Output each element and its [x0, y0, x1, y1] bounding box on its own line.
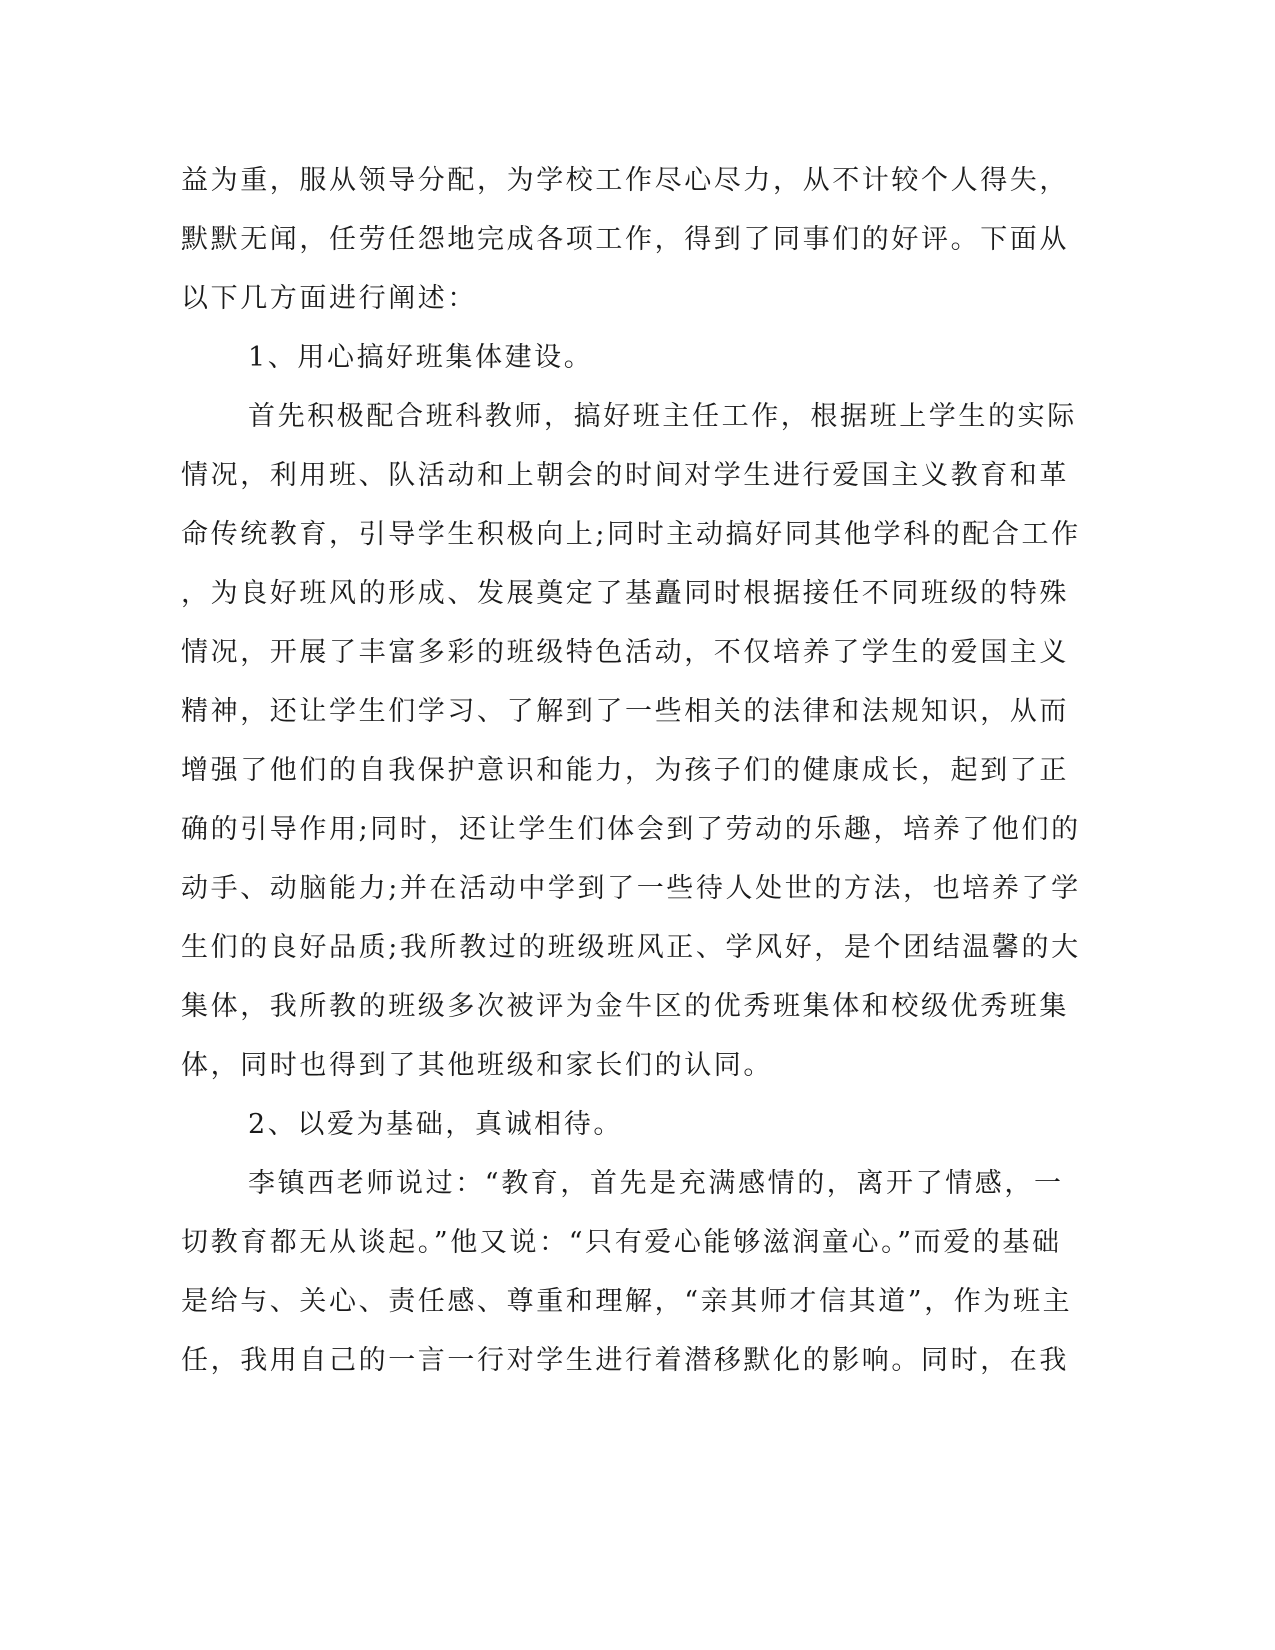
text-line: [0, 740, 1275, 802]
text-line-content: 情况，开展了丰富多彩的班级特色活动，不仅培养了学生的爱国主义: [181, 637, 1069, 668]
text-line: [0, 976, 1275, 1038]
text-line-content: ，为良好班风的形成、发展奠定了基矗同时根据接任不同班级的特殊: [181, 578, 1069, 609]
section-heading-text: 1、用心搞好班集体建设。: [248, 342, 594, 373]
text-line-content: 任，我用自己的一言一行对学生进行着潜移默化的影响。同时，在我: [181, 1345, 1069, 1376]
text-line-content: 情况，利用班、队活动和上朝会的时间对学生进行爱国主义教育和革: [181, 460, 1069, 491]
text-line-content: 益为重，服从领导分配，为学校工作尽心尽力，从不计较个人得失，: [181, 165, 1069, 196]
text-line-content: 增强了他们的自我保护意识和能力，为孩子们的健康成长，起到了正: [181, 755, 1069, 786]
text-line: [0, 1153, 1275, 1215]
text-line: [0, 445, 1275, 507]
text-line-content: 命传统教育，引导学生积极向上;同时主动搞好同其他学科的配合工作: [181, 519, 1081, 550]
section-heading: [0, 1094, 1275, 1156]
text-line-content: 切教育都无从谈起。”他又说：“只有爱心能够滋润童心。”而爱的基础: [181, 1227, 1062, 1258]
text-line-content: 精神，还让学生们学习、了解到了一些相关的法律和法规知识，从而: [181, 696, 1069, 727]
text-line-content: 动手、动脑能力;并在活动中学到了一些待人处世的方法，也培养了学: [181, 873, 1081, 904]
text-line: [0, 1330, 1275, 1392]
text-line: [0, 799, 1275, 861]
text-line-content: 首先积极配合班科教师，搞好班主任工作，根据班上学生的实际: [248, 401, 1077, 432]
text-line-content: 是给与、关心、责任感、尊重和理解，“亲其师才信其道”，作为班主: [181, 1286, 1073, 1317]
text-line: [0, 858, 1275, 920]
text-line: [0, 1212, 1275, 1274]
text-line-content: 李镇西老师说过：“教育，首先是充满感情的，离开了情感，一: [248, 1168, 1064, 1199]
text-line: [0, 150, 1275, 212]
text-line-content: 生们的良好品质;我所教过的班级班风正、学风好，是个团结温馨的大: [181, 932, 1081, 963]
text-line: [0, 1035, 1275, 1097]
text-line-content: 以下几方面进行阐述：: [181, 283, 477, 314]
text-line: [0, 563, 1275, 625]
text-line: [0, 268, 1275, 330]
section-heading: [0, 327, 1275, 389]
text-line-content: 默默无闻，任劳任怨地完成各项工作，得到了同事们的好评。下面从: [181, 224, 1069, 255]
text-line: [0, 681, 1275, 743]
text-line: [0, 1271, 1275, 1333]
section-heading-text: 2、以爱为基础，真诚相待。: [248, 1109, 623, 1140]
text-line: [0, 622, 1275, 684]
text-line: [0, 504, 1275, 566]
text-line: [0, 917, 1275, 979]
text-line-content: 确的引导作用;同时，还让学生们体会到了劳动的乐趣，培养了他们的: [181, 814, 1081, 845]
text-line-content: 体，同时也得到了其他班级和家长们的认同。: [181, 1050, 773, 1081]
text-line-content: 集体，我所教的班级多次被评为金牛区的优秀班集体和校级优秀班集: [181, 991, 1069, 1022]
text-line: [0, 386, 1275, 448]
text-line: [0, 209, 1275, 271]
